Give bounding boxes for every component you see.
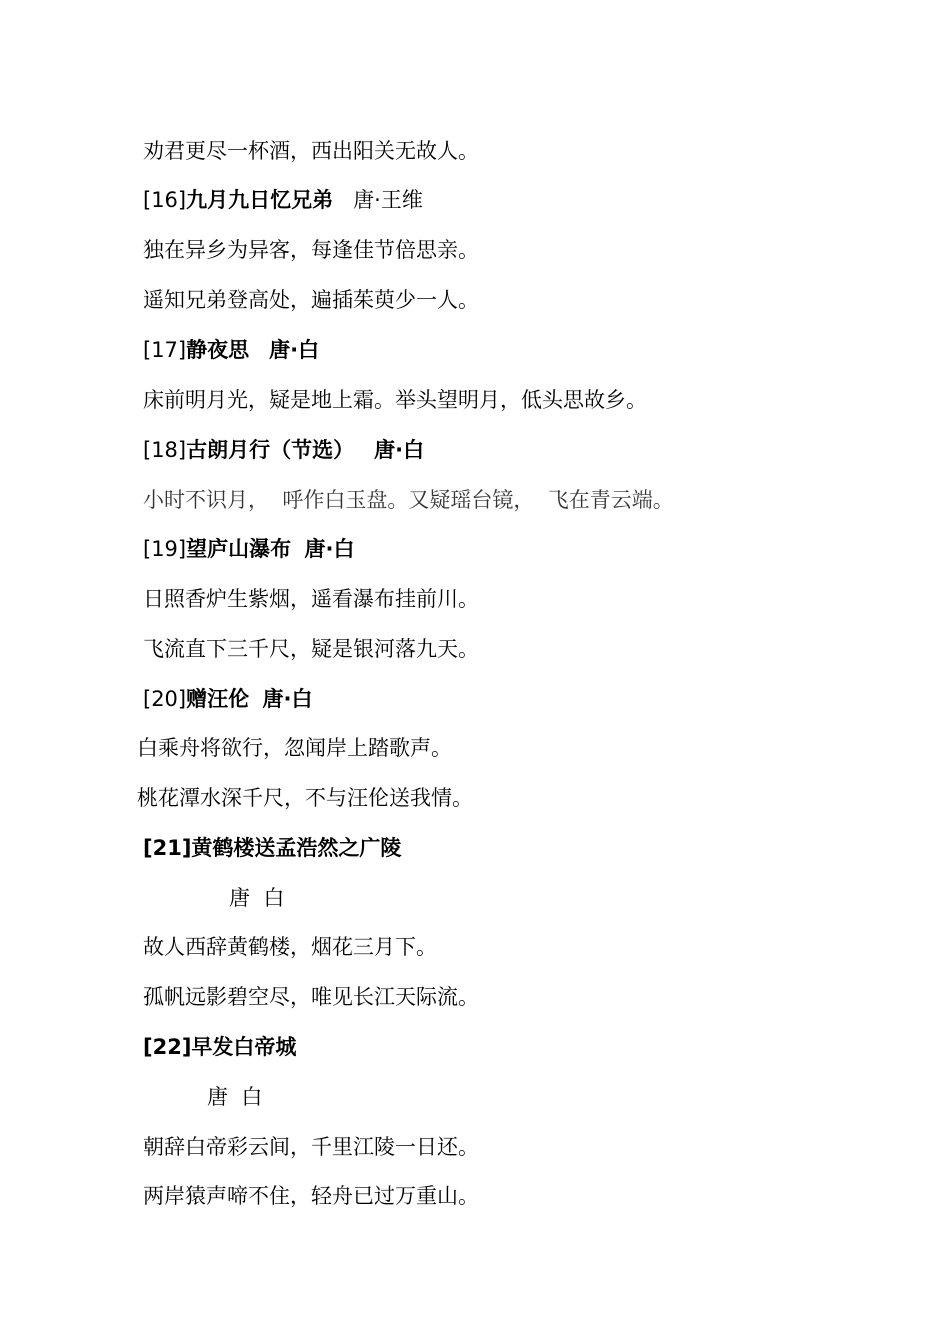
heading-spacer xyxy=(354,438,374,462)
poem-author: 唐·王维 xyxy=(353,188,423,212)
poem-number: [21] xyxy=(143,836,192,860)
poem-title: 静夜思 xyxy=(186,338,250,362)
heading-spacer xyxy=(291,537,304,561)
heading-spacer xyxy=(249,338,269,362)
poem-author: 唐·白 xyxy=(262,687,313,711)
poem-number: [20] xyxy=(143,687,187,711)
heading-spacer xyxy=(249,687,262,711)
poem-author: 唐·白 xyxy=(304,537,355,561)
verse-line: 白乘舟将欲行，忽闻岸上踏歌声。 xyxy=(137,736,452,760)
poem-author: 唐 白 xyxy=(207,1085,263,1109)
poem-author: 唐·白 xyxy=(269,338,320,362)
poem-heading-18 xyxy=(143,436,424,464)
verse-line: 朝辞白帝彩云间，千里江陵一日还。 xyxy=(143,1135,479,1159)
poem-title: 赠汪伦 xyxy=(186,687,250,711)
poem-heading-22 xyxy=(143,1033,296,1061)
poem-author: 唐 白 xyxy=(229,886,285,910)
poem-title: 早发白帝城 xyxy=(191,1035,297,1059)
poem-number: [17] xyxy=(143,338,187,362)
poem-title: 九月九日忆兄弟 xyxy=(186,188,334,212)
verse-line: 日照香炉生紫烟，遥看瀑布挂前川。 xyxy=(143,587,479,611)
verse-line: 遥知兄弟登高处，遍插茱萸少一人。 xyxy=(143,288,479,312)
poem-number: [19] xyxy=(143,537,187,561)
verse-line: 劝君更尽一杯酒，西出阳关无故人。 xyxy=(143,139,479,163)
poem-author: 唐·白 xyxy=(374,438,425,462)
heading-spacer xyxy=(333,188,353,212)
poem-number: [18] xyxy=(143,438,187,462)
poem-title: 古朗月行（节选） xyxy=(186,438,355,462)
verse-line: 飞流直下三千尺，疑是银河落九天。 xyxy=(143,637,479,661)
verse-line: 床前明月光，疑是地上霜。举头望明月，低头思故乡。 xyxy=(143,388,647,412)
poem-heading-19 xyxy=(143,535,354,563)
poem-number: [16] xyxy=(143,188,187,212)
verse-line: 两岸猿声啼不住，轻舟已过万重山。 xyxy=(143,1184,479,1208)
verse-line: 独在异乡为异客，每逢佳节倍思亲。 xyxy=(143,238,479,262)
poem-title: 黄鹤楼送孟浩然之广陵 xyxy=(191,836,402,860)
poem-heading-21 xyxy=(143,834,401,862)
verse-line: 小时不识月， 呼作白玉盘。又疑瑶台镜， 飞在青云端。 xyxy=(143,488,674,512)
poem-number: [22] xyxy=(143,1035,192,1059)
poem-heading-20 xyxy=(143,685,312,713)
verse-line: 桃花潭水深千尺，不与汪伦送我情。 xyxy=(137,786,473,810)
poem-heading-17 xyxy=(143,336,319,364)
poem-title: 望庐山瀑布 xyxy=(186,537,292,561)
verse-line: 孤帆远影碧空尽，唯见长江天际流。 xyxy=(143,985,479,1009)
verse-line: 故人西辞黄鹤楼，烟花三月下。 xyxy=(143,935,437,959)
poem-heading-16 xyxy=(143,186,423,214)
